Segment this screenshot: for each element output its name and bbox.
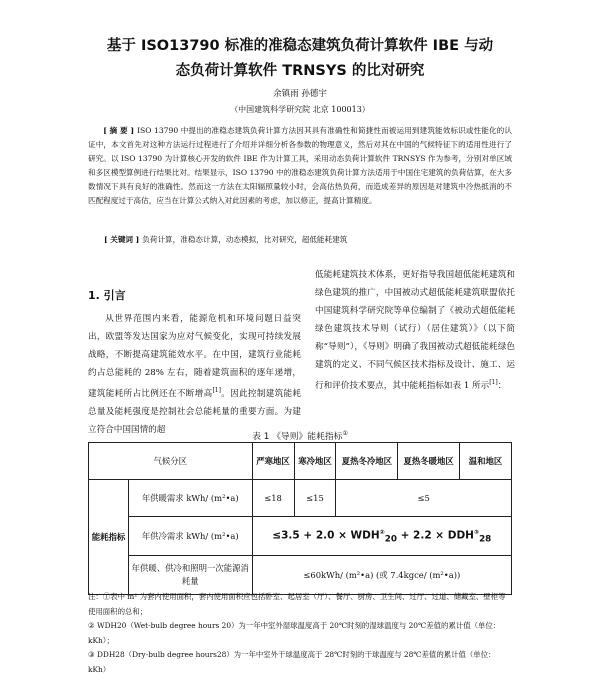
cooling-formula bbox=[252, 517, 511, 556]
keywords-text: 负荷计算，准稳态计算，动态模拟，比对研究，超低能耗建筑 bbox=[142, 235, 348, 244]
right-column bbox=[315, 266, 515, 395]
cell-value: ≤60kWh/ (m²•a) (或 7.4kgce/ (m²•a)) bbox=[252, 556, 511, 595]
abstract-tag: [ 摘 要 ] bbox=[103, 126, 135, 135]
note-item: ② WDH20（Wet-bulb degree hours 20）为一年中室外湿球温度高于 20℃时刻的湿球温度与 20℃差值的累计值（单位：kKh）； bbox=[88, 621, 501, 645]
row-label: 年供暖需求 kWh/ (m²•a) bbox=[128, 480, 252, 517]
note-item: 注：①表中 m² 为套内使用面积，套内使用面积应包括卧室、起居室（厅）、餐厅、厨房、卫生间、过厅、过道、储藏室、壁柜等使用面积的总和； bbox=[88, 592, 506, 616]
left-column bbox=[88, 288, 301, 439]
table-row bbox=[89, 517, 512, 556]
cell-value: ≤15 bbox=[294, 480, 336, 517]
intro-continued-text: 低能耗建筑技术体系，更好指导我国超低能耗建筑和绿色建筑的推广，中国被动式超低能耗建筑联盟依托中国建筑科学研究院等单位编制了《被动式超低能耗绿色建筑技术导则（试行）（居住建筑）》（以下简称“导则”），《导则》明确了我国被动式超低能耗绿色建筑的定义、不同气候区技术指标及设计、施工、运行和评价技术要点，其中能耗指标如表 1 所示 bbox=[315, 270, 515, 391]
table-notes bbox=[88, 590, 512, 677]
row-label: 年供冷需求 kWh/ (m²•a) bbox=[128, 517, 252, 556]
title-line-1: 基于 ISO13790 标准的准稳态建筑负荷计算软件 IBE 与动 bbox=[106, 38, 494, 54]
table-header-row bbox=[89, 443, 512, 480]
abstract bbox=[88, 124, 512, 207]
table-row bbox=[89, 480, 512, 517]
header-climate-zone: 气候分区 bbox=[89, 443, 253, 480]
paper-title bbox=[70, 34, 530, 84]
header-zone: 寒冷地区 bbox=[294, 443, 336, 480]
table-caption bbox=[0, 429, 600, 442]
header-zone: 夏热冬冷地区 bbox=[336, 443, 398, 480]
abstract-text: ISO 13790 中提出的准稳态建筑负荷计算方法因其具有准确性和简捷性而被运用到建筑能效标识或性能化的认证中，本文首先对这种方法运行过程进行了介绍并详细分析各参数的物理意义，然后对其在中国的气候特征下的适用性进行了研究。以 ISO 13790 为计算核心开发的软件 IBE 作为计算工具，采用动态负荷计算软件 TRNSYS 作为参考，分别对单区域和多区模型算例进行结果比对。结果显示，ISO 13790 中的准稳态建筑负荷计算方法适用于中国住宅建筑的负荷估算，在大多数情况下具有良好的准确性。然而这一方法在太阳辐照量较小时，会高估热负荷，而造成差异的原因是对建筑中冷热抵消的不匹配程度过于高估，应当在计算公式纳入对此因素的考虑，加以修正，提高计算精度。 bbox=[88, 126, 512, 205]
note-item: ③ DDH28（Dry-bulb degree hours28）为一年中室外干球温度高于 28℃时刻的干球温度与 28℃差值的累计值（单位：kKh） bbox=[88, 650, 496, 674]
keywords bbox=[104, 233, 512, 246]
header-zone: 温和地区 bbox=[460, 443, 512, 480]
formula-mid: + 2.2 × DDH bbox=[396, 529, 474, 542]
intro-text: 从世界范围内来看，能源危机和环境问题日益突出，欧盟等发达国家为应对气候变化，实现可持续发展战略，不断提高建筑能效水平。在中国，建筑行业能耗约占总能耗的 28% 左右，随着建筑面积的逐年递增，建筑能耗所占比例还在不断增高 bbox=[88, 314, 301, 399]
formula-subscript: 28 bbox=[479, 534, 492, 545]
citation-ref: [1] bbox=[212, 387, 221, 394]
intro-text-end: 。因此控制建筑能耗总量及能耗强度是控制社会总能耗量的重要方面。为建立符合中国国情的超 bbox=[88, 388, 301, 435]
cell-value: ≤18 bbox=[252, 480, 294, 517]
affiliation: （中国建筑科学研究院 北京 100013） bbox=[230, 105, 370, 114]
intro-continued bbox=[315, 266, 515, 395]
formula-subscript: 20 bbox=[384, 534, 397, 545]
cell-value: ≤5 bbox=[336, 480, 512, 517]
formula-note: ③ bbox=[473, 528, 480, 536]
row-label: 年供暖、供冷和照明一次能源消耗量 bbox=[128, 556, 252, 595]
table-row bbox=[89, 556, 512, 595]
formula-main: ≤3.5 + 2.0 × WDH bbox=[272, 529, 380, 542]
intro-paragraph bbox=[88, 310, 301, 439]
citation-ref: [1] bbox=[489, 379, 498, 386]
keywords-tag: [ 关键词 ] bbox=[104, 235, 140, 244]
header-zone: 严寒地区 bbox=[252, 443, 294, 480]
authors: 余镇雨 孙德宇 bbox=[273, 89, 327, 99]
intro-continued-end: ： bbox=[497, 380, 507, 391]
energy-index-table bbox=[88, 442, 512, 595]
formula-note: ② bbox=[379, 528, 385, 536]
row-group-label: 能耗指标 bbox=[89, 480, 129, 595]
header-zone: 夏热冬暖地区 bbox=[398, 443, 460, 480]
table-caption-text: 表 1 《导则》能耗指标 bbox=[252, 432, 343, 442]
section-heading: 1. 引言 bbox=[88, 289, 126, 302]
table-caption-note: ① bbox=[342, 430, 348, 438]
title-line-2: 态负荷计算软件 TRNSYS 的比对研究 bbox=[175, 63, 425, 79]
